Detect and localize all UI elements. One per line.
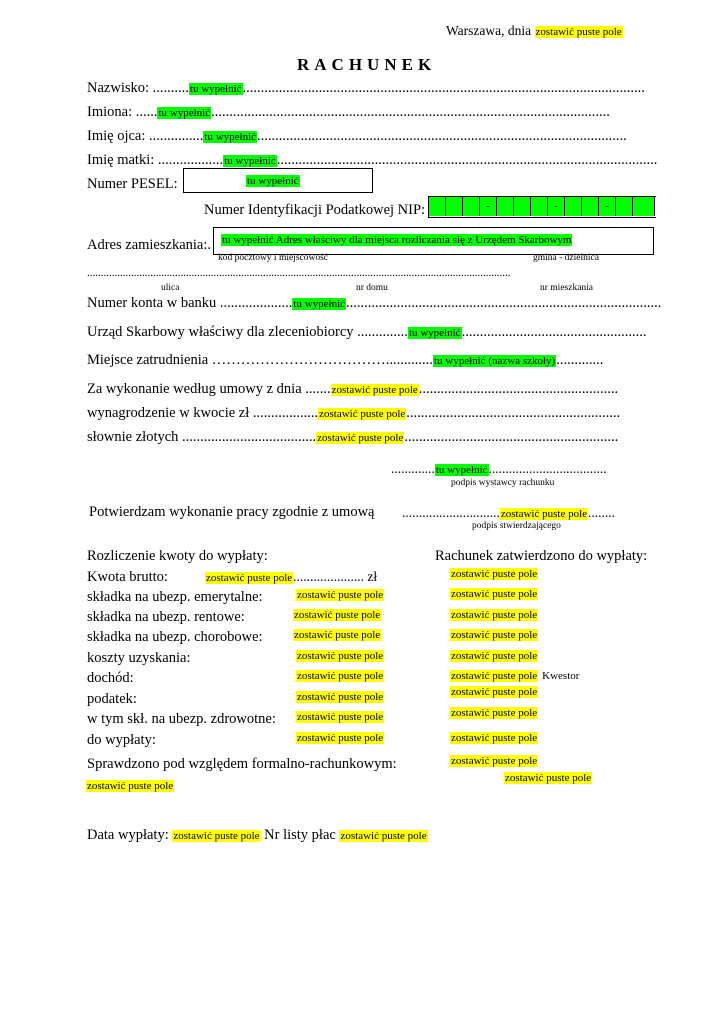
potwierdzam-label: Potwierdzam wykonanie pracy zgodnie z umową [89,504,375,520]
dots: ............. [391,461,435,476]
row-label: koszty uzyskania: [87,650,191,666]
gmina-caption: gmina - dzielnica [533,253,599,263]
slownie-dots: ........................................................... [404,429,619,445]
wynagrodzenie-row [87,405,620,422]
row-label: składka na ubezp. rentowe: [87,609,245,625]
nip-dash: - [599,197,616,216]
imie-ojca-field[interactable]: tu wypełnić [204,131,257,143]
row-label: podatek: [87,691,137,707]
right-kwestor-line [450,666,579,684]
konto-row [87,295,661,312]
nip-cell[interactable] [582,197,599,216]
data-wyplaty-label: Data wypłaty: [87,827,169,843]
nip-cell[interactable] [531,197,548,216]
document-title: RACHUNEK [297,55,437,74]
imiona-field[interactable]: tu wypełnić [158,107,211,119]
right-field[interactable]: zostawić puste pole [451,670,538,682]
kod-caption: kod pocztowy i miejscowość [218,253,329,263]
potwierdzam-field[interactable]: zostawić puste pole [500,508,588,520]
sprawdzono-field[interactable]: zostawić puste pole [87,780,174,792]
nip-dash: - [480,197,497,216]
imie-matki-row [87,152,657,169]
nr-listy-label: Nr listy płac [264,827,336,843]
zatrudnienie-row [87,352,603,369]
right-field[interactable]: zostawić puste pole [451,568,538,580]
zatrudnienie-label: Miejsce zatrudnienia ………………………………............. [87,352,433,368]
imie-ojca-row [87,128,627,145]
dots: ................................... [488,461,607,476]
right-field[interactable]: zostawić puste pole [505,772,592,784]
right-field[interactable]: zostawić puste pole [451,588,538,600]
header-date-line [446,23,623,39]
nip-cell[interactable] [514,197,531,216]
nr-listy-field[interactable]: zostawić puste pole [340,830,427,842]
podpis-wystawcy-field[interactable]: tu wypełnić [435,464,488,476]
imie-ojca-label: Imię ojca: ............... [87,128,204,144]
nip-dash: - [548,197,565,216]
right-field[interactable]: zostawić puste pole [451,707,538,719]
zatwierdzono-title: Rachunek zatwierdzono do wypłaty: [435,548,648,564]
sprawdzono-label: Sprawdzono pod względem formalno-rachunkowym: [87,756,397,772]
umowa-dots: ....................................................... [418,381,619,397]
pesel-field[interactable]: tu wypełnić [247,175,299,187]
right-field[interactable]: zostawić puste pole [451,755,538,767]
imie-matki-dots: ......................................................................................................... [276,152,658,168]
brutto-label: Kwota brutto: [87,569,168,585]
nip-cell[interactable] [633,197,655,216]
imie-ojca-dots: ...................................................................................................... [257,128,627,144]
urzad-dots: ................................................... [461,324,647,340]
nip-cell[interactable] [497,197,514,216]
nip-cell[interactable] [463,197,480,216]
adres-dots-line: .......................................................................................................................................................... [87,267,511,279]
wynagrodzenie-label: wynagrodzenie w kwocie zł .................. [87,405,319,421]
adres-field[interactable]: tu wypełnić Adres właściwy dla miejsca rozliczania się z Urzędem Skarbowym [222,234,572,246]
row-field[interactable]: zostawić puste pole [297,589,384,601]
nip-cell[interactable] [446,197,463,216]
umowa-row [87,381,618,398]
adres-label: Adres zamieszkania:. [87,237,212,253]
dots: ............................. [402,505,500,520]
brutto-field[interactable]: zostawić puste pole [206,572,293,584]
pesel-box[interactable] [183,168,373,193]
nazwisko-label: Nazwisko: .......... [87,80,189,96]
imiona-dots: .............................................................................................................. [211,104,610,120]
nazwisko-row [87,80,645,97]
imiona-label: Imiona: ...... [87,104,158,120]
konto-label: Numer konta w banku .................... [87,295,293,311]
row-field[interactable]: zostawić puste pole [297,711,384,723]
right-field[interactable]: zostawić puste pole [451,732,538,744]
adres-box[interactable] [213,227,654,255]
row-field[interactable]: zostawić puste pole [297,691,384,703]
dots: ........ [588,505,616,520]
right-field[interactable]: zostawić puste pole [451,609,538,621]
data-wyplaty-field[interactable]: zostawić puste pole [173,830,260,842]
umowa-field[interactable]: zostawić puste pole [331,384,418,396]
row-label: składka na ubezp. chorobowe: [87,629,263,645]
kwestor-label: Kwestor [542,670,580,682]
header-city: Warszawa, dnia [446,23,532,38]
right-field[interactable]: zostawić puste pole [451,629,538,641]
row-label: składka na ubezp. emerytalne: [87,589,263,605]
umowa-label: Za wykonanie według umowy z dnia ....... [87,381,331,397]
nip-label: Numer Identyfikacji Podatkowej NIP: [204,202,426,218]
row-label: dochód: [87,670,134,686]
wynagrodzenie-dots: ........................................................... [406,405,621,421]
row-field[interactable]: zostawić puste pole [297,670,384,682]
potwierdzam-line [402,505,615,521]
nip-cell[interactable] [429,197,446,216]
wynagrodzenie-field[interactable]: zostawić puste pole [319,408,406,420]
nip-cell[interactable] [565,197,582,216]
urzad-row [87,324,646,341]
rozliczenie-title: Rozliczenie kwoty do wypłaty: [87,548,268,564]
footer-line [87,827,428,844]
podpis-stwierdzajacego-caption: podpis stwierdzającego [472,521,561,531]
zatrudnienie-dots: ............. [556,352,604,368]
nazwisko-field[interactable]: tu wypełnić [189,83,242,95]
pesel-label: Numer PESEL: [87,176,178,192]
imie-matki-field[interactable]: tu wypełnić [224,155,276,167]
slownie-field[interactable]: zostawić puste pole [317,432,404,444]
row-field[interactable]: zostawić puste pole [294,629,381,641]
nr-mieszkania-caption: nr mieszkania [540,283,594,293]
brutto-line [205,569,377,585]
slownie-label: słownie złotych ..................................... [87,429,317,445]
row-label: w tym skł. na ubezp. zdrowotne: [87,711,276,727]
slownie-row [87,429,618,446]
konto-field[interactable]: tu wypełnić [293,298,346,310]
imie-matki-label: Imię matki: .................. [87,152,224,168]
ulica-caption: ulica [161,283,180,293]
row-field[interactable]: zostawić puste pole [297,732,384,744]
row-field[interactable]: zostawić puste pole [294,609,381,621]
zatrudnienie-field[interactable]: tu wypełnić (nazwa szkoły) [433,355,556,367]
nazwisko-dots: ............................................................................................................... [242,80,645,96]
header-date-field[interactable]: zostawić puste pole [535,26,622,38]
brutto-dots: ..................... zł [293,569,378,584]
konto-dots: ....................................................................................... [346,295,662,311]
row-label: do wypłaty: [87,732,156,748]
right-field[interactable]: zostawić puste pole [451,650,538,662]
podpis-wystawcy-caption: podpis wystawcy rachunku [451,478,555,488]
nr-domu-caption: nr domu [356,283,388,293]
urzad-label: Urząd Skarbowy właściwy dla zleceniobiorcy .............. [87,324,408,340]
urzad-field[interactable]: tu wypełnić [408,327,461,339]
right-field[interactable]: zostawić puste pole [451,686,538,698]
podpis-wystawcy-line [391,461,607,477]
row-field[interactable]: zostawić puste pole [297,650,384,662]
nip-cell[interactable] [616,197,633,216]
imiona-row [87,104,610,121]
